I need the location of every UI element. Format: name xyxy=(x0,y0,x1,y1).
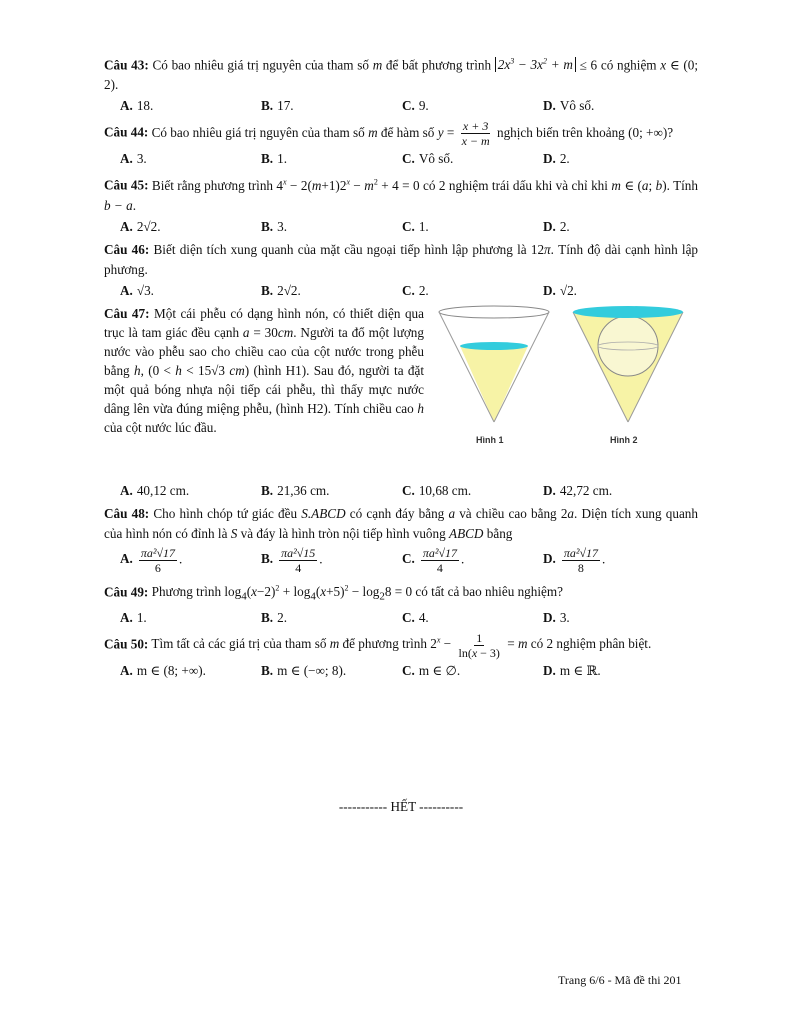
question-text: Biết diện tích xung quanh của mặt cầu ngoại tiếp hình lập phương là 12π. Tính độ dài cạnh hình lập phương. xyxy=(104,241,699,277)
water-fill-1 xyxy=(460,346,528,422)
question-48: Câu 48: Cho hình chóp tứ giác đều S.ABCD có cạnh đáy bằng a và chiều cao bằng 2a. Diện tích xung quanh của hình nón có đỉnh là S và đáy là hình tròn nội tiếp hình vuông ABCD bằng xyxy=(104,505,698,541)
option-a[interactable]: A. 18. xyxy=(120,98,154,114)
option-d[interactable]: D. Vô số. xyxy=(543,98,595,114)
funnel-diagram xyxy=(434,304,684,454)
option-a[interactable]: A. 40,12 cm. xyxy=(120,482,190,498)
option-b[interactable]: B. 3. xyxy=(261,218,287,234)
option-d[interactable]: D. √2. xyxy=(543,282,577,298)
option-d[interactable]: D. 2. xyxy=(543,218,570,234)
option-a[interactable]: A. 2√2. xyxy=(120,218,161,234)
funnel-figure-2 xyxy=(573,306,683,445)
option-b[interactable]: B. 2. xyxy=(261,609,287,625)
option-c[interactable]: C. 1. xyxy=(402,218,429,234)
option-a[interactable]: A. 1. xyxy=(120,609,147,625)
option-c[interactable]: C. 4. xyxy=(402,609,429,625)
option-b[interactable]: B. 21,36 cm. xyxy=(261,482,330,498)
question-text: Biết rằng phương trình $4^x - 2(m+1)2^x - m^2 + 4 = 0$ có 2 nghiệm trái dấu khi và chỉ khi m ∈ (a; b). Tính b − a. xyxy=(104,177,698,213)
option-c[interactable]: C. $\frac{\text{πa²√17}}{4}$ . xyxy=(402,545,465,575)
option-b[interactable]: B. 17. xyxy=(261,98,294,114)
question-46: Câu 46: Biết diện tích xung quanh của mặt cầu ngoại tiếp hình lập phương là 12π. Tính độ dài cạnh hình lập phương. xyxy=(104,241,699,277)
option-c[interactable]: C. 2. xyxy=(402,282,429,298)
option-d[interactable]: D. m ∈ ℝ. xyxy=(543,662,601,678)
option-a[interactable]: A. m ∈ (8; +∞). xyxy=(120,662,206,678)
question-47 xyxy=(104,304,698,458)
page-footer: Trang 6/6 - Mã đề thi 201 xyxy=(558,973,682,987)
option-b[interactable]: B. 2√2. xyxy=(261,282,301,298)
question-49: Câu 49: Phương trình $\log_4(x-2)^2 + \log_4(x+5)^2 - \log_28 = 0$ có tất cả bao nhiêu nghiệm? xyxy=(104,583,563,603)
options-47 xyxy=(120,482,698,500)
funnel-figure xyxy=(434,304,694,458)
question-text: Cho hình chóp tứ giác đều S.ABCD có cạnh đáy bằng a và chiều cao bằng 2a. Diện tích xung quanh của hình nón có đỉnh là S và đáy là hình tròn nội tiếp hình vuông ABCD bằng xyxy=(104,505,698,541)
question-text: Tìm tất cả các giá trị của tham số m để phương trình $2^x$ − $\frac{1}{\ln(x - 3)}$ = m có 2 nghiệm phân biệt. xyxy=(151,630,652,660)
option-b[interactable]: B. $\frac{\text{πa²√15}}{4}$ . xyxy=(261,545,323,575)
ball xyxy=(598,316,658,376)
water-surface-2 xyxy=(573,306,683,318)
option-b[interactable]: B. m ∈ (−∞; 8). xyxy=(261,662,347,678)
options-49 xyxy=(120,609,698,627)
question-text: Câu 47: Một cái phễu có dạng hình nón, có thiết diện qua trục là tam giác đều cạnh a = 30cm. Người ta đổ một lượng nước vào phễu sao cho chiều cao của cột nước trong phễu bằng h, (0 < h < 15√3 cm) (hình H1). Sau đó, người ta đặt một quả bóng nhựa nội tiếp cái phễu, thì thấy mực nước dâng lên vừa đúng miệng phễu, (hình H2). Tính chiều cao h của cột nước lúc đầu. xyxy=(104,305,424,435)
options-44 xyxy=(120,150,698,168)
option-a[interactable]: A. 3. xyxy=(120,151,147,167)
option-c[interactable]: C. Vô số. xyxy=(402,151,454,167)
question-text: Phương trình $\log_4(x-2)^2 + \log_4(x+5)^2 - \log_28 = 0$ có tất cả bao nhiêu nghiệm? xyxy=(151,583,563,603)
options-46 xyxy=(120,282,698,300)
option-c[interactable]: C. 9. xyxy=(402,98,429,114)
option-a[interactable]: A. $\frac{\text{πa²√17}}{6}$ . xyxy=(120,545,183,575)
option-d[interactable]: D. 3. xyxy=(543,609,570,625)
figure-caption-1: Hình 1 xyxy=(476,434,504,445)
water-surface-1 xyxy=(460,342,528,350)
question-43 xyxy=(104,52,698,95)
option-d[interactable]: D. 42,72 cm. xyxy=(543,482,613,498)
option-c[interactable]: C. m ∈ ∅. xyxy=(402,662,461,678)
question-45: Câu 45: Biết rằng phương trình $4^x - 2(m+1)2^x - m^2 + 4 = 0$ có 2 nghiệm trái dấu khi và chỉ khi m ∈ (a; b). Tính b − a. xyxy=(104,177,698,213)
question-text: Có bao nhiêu giá trị nguyên của tham số m để hàm số y = $\frac{x + 3}{x - m}$ nghịch biến trên khoảng (0; +∞)? xyxy=(151,119,674,149)
end-marker: ----------- HẾT ---------- xyxy=(338,799,464,814)
question-number: Câu 43: xyxy=(104,57,149,73)
options-43 xyxy=(120,97,698,115)
question-44: Câu 44: Có bao nhiêu giá trị nguyên của tham số m để hàm số y = $\frac{x + 3}{x - m}$ nghịch biến trên khoảng (0; +∞)? xyxy=(104,119,674,149)
question-50: Câu 50: Tìm tất cả các giá trị của tham số m để phương trình $2^x$ − $\frac{1}{\ln(x - 3)}$ = m có 2 nghiệm phân biệt. xyxy=(104,630,652,660)
option-b[interactable]: B. 1. xyxy=(261,151,287,167)
option-d[interactable]: D. $\frac{\text{πa²√17}}{8}$ . xyxy=(543,545,606,575)
figure-caption-2: Hình 2 xyxy=(610,434,638,445)
question-text: Có bao nhiêu giá trị nguyên của tham số m để bất phương trình $2x^3 - 3x^2 + m \le 6$ có nghiệm x ∈ (0; 2). xyxy=(104,57,698,93)
option-c[interactable]: C. 10,68 cm. xyxy=(402,482,472,498)
options-45 xyxy=(120,218,698,236)
exam-page xyxy=(104,48,699,814)
option-d[interactable]: D. 2. xyxy=(543,151,570,167)
options-50 xyxy=(120,662,698,680)
funnel-figure-1 xyxy=(439,306,549,445)
option-a[interactable]: A. √3. xyxy=(120,282,154,298)
options-48 xyxy=(120,546,698,575)
